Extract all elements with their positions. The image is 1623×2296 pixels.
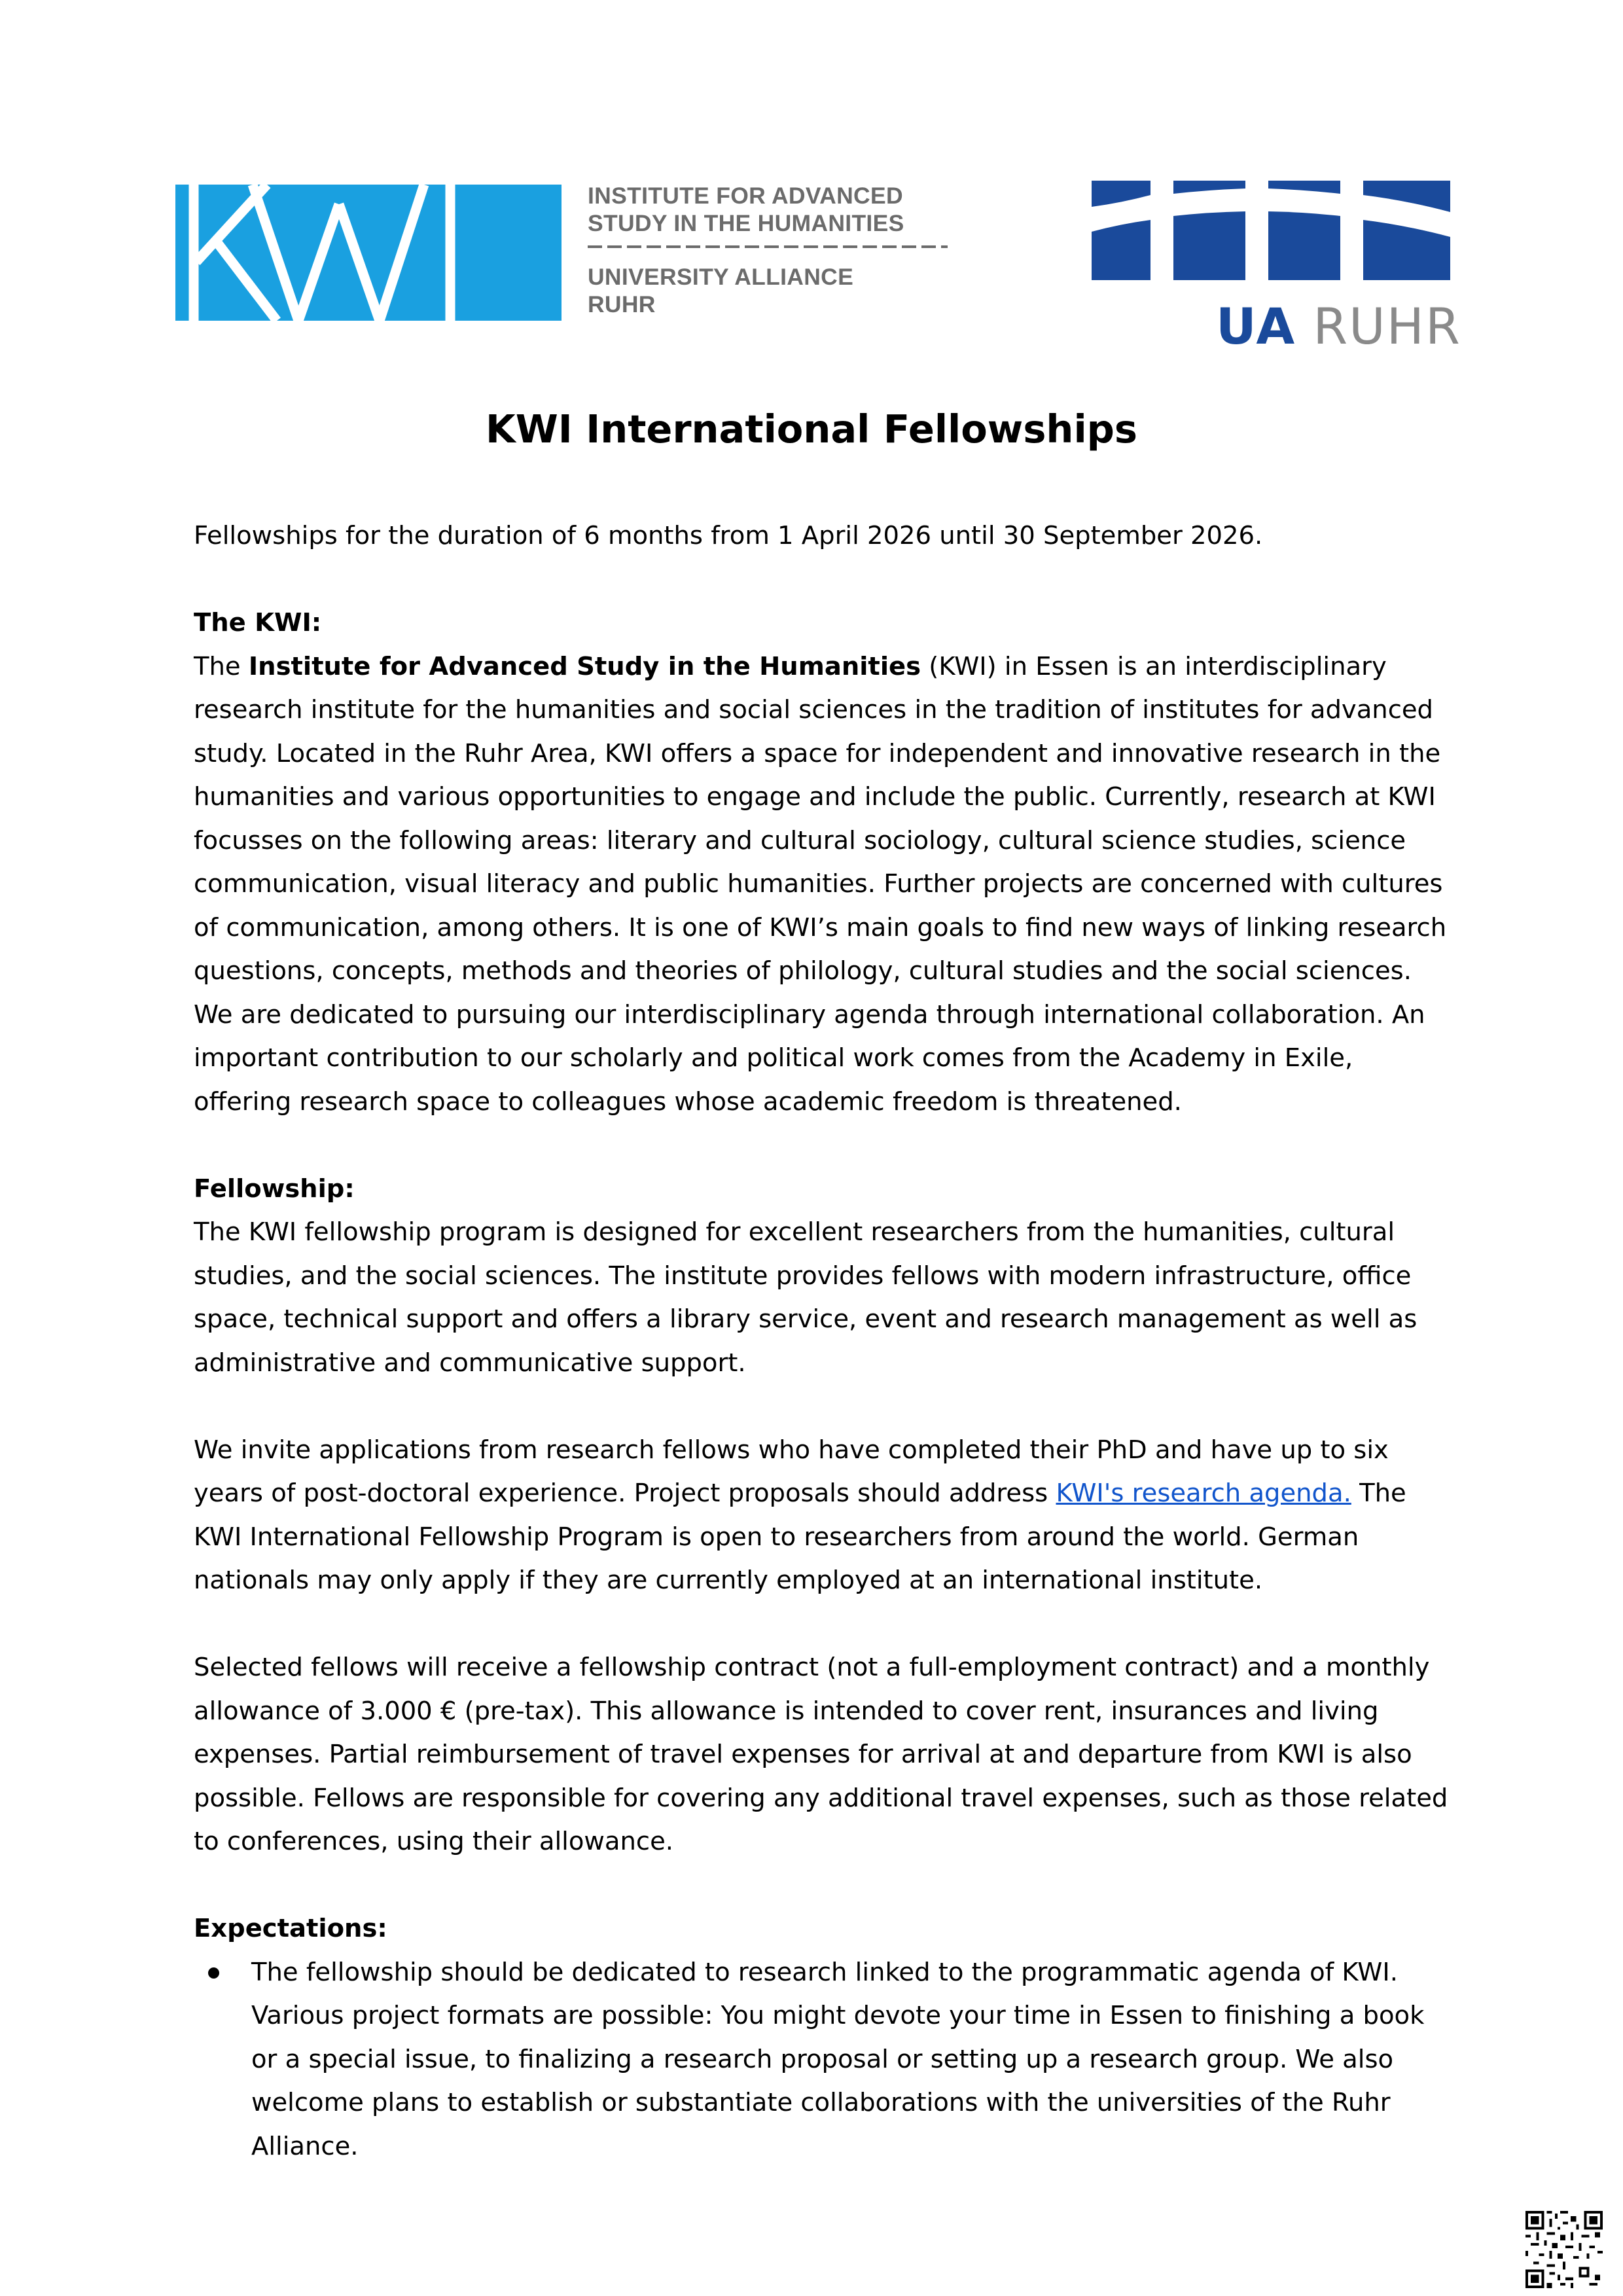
fellowship-heading: Fellowship:	[194, 1174, 355, 1204]
expectations-list	[194, 1951, 1450, 2169]
institute-name: Institute for Advanced Study in the Humanities	[248, 651, 921, 681]
expectations-heading: Expectations:	[194, 1914, 387, 1943]
document-body	[194, 514, 1450, 2168]
qr-code-icon	[1525, 2211, 1603, 2288]
kwi-heading: The KWI:	[194, 608, 322, 637]
intro-paragraph: Fellowships for the duration of 6 months from 1 April 2026 until 30 September 2026.	[194, 521, 1263, 550]
fellowship-p2-after: The KWI International Fellowship Program is open to researchers from around the world. German nationals may only apply if they are currently employed at an international institute.	[194, 1479, 1406, 1595]
ua-ruhr-logo	[1092, 181, 1461, 355]
ua-ruhr-emblem	[1092, 181, 1450, 298]
ua-wordmark: UA	[1216, 297, 1296, 355]
ua-ruhr-wordmark	[1216, 297, 1461, 355]
kwi-text: (KWI) in Essen is an interdisciplinary research institute for the humanities and social sciences in the tradition of institutes for advanced study. Located in the Ruhr Area, KWI offers a space for independent and innovative research in the humanities and various opportunities to engage and include the public. Currently, research at KWI focusses on the following areas: literary and cultural sociology, cultural science studies, science communication, visual literacy and public humanities. Further projects are concerned with cultures of communication, among others. It is one of KWI’s main goals to find new ways of linking research questions, concepts, methods and theories of philology, cultural studies and the social sciences. We are dedicated to pursuing our interdisciplinary agenda through international collaboration. An important contribution to our scholarly and political work comes from the Academy in Exile, offering research space to colleagues whose academic freedom is threatened.	[194, 651, 1447, 1117]
kwi-logo-text	[588, 185, 955, 321]
fellowship-paragraph-1: The KWI fellowship program is designed for excellent researchers from the humanities, cultural studies, and the social sciences. The institute provides fellows with modern infrastructure, office space, technical support and offers a library service, event and research management as well as administrative and communicative support.	[194, 1217, 1418, 1378]
kwi-logo	[175, 185, 955, 321]
list-item	[194, 1951, 1450, 2169]
kwi-lead: The	[194, 651, 249, 681]
kwi-logo-line-1: INSTITUTE FOR ADVANCED	[588, 183, 903, 209]
fellowship-paragraph-3: Selected fellows will receive a fellowship contract (not a full-employment contract) and a monthly allowance of 3.000 € (pre-tax). This allowance is intended to cover rent, insurances and living expenses. Partial reimbursement of travel expenses for arrival at and departure from KWI is also possible. Fellows are responsible for covering any additional travel expenses, such as those related to conferences, using their allowance.	[194, 1653, 1448, 1856]
page-title: KWI International Fellowships	[485, 406, 1138, 452]
kwi-logo-line-4: RUHR	[588, 291, 656, 317]
research-agenda-link[interactable]: KWI's research agenda.	[1056, 1479, 1351, 1508]
kwi-logo-divider	[588, 245, 948, 248]
ruhr-wordmark: RUHR	[1313, 297, 1461, 355]
kwi-logo-line-3: UNIVERSITY ALLIANCE	[588, 264, 854, 290]
kwi-logo-line-2: STUDY IN THE HUMANITIES	[588, 210, 904, 236]
kwi-paragraph	[194, 645, 1450, 1124]
fellowship-p2-before: We invite applications from research fellows who have completed their PhD and have up to six years of post-doctoral experience. Project proposals should address	[194, 1435, 1389, 1508]
bullet-icon	[208, 1967, 219, 1979]
kwi-logo-mark	[175, 185, 562, 321]
fellowship-paragraph-2	[194, 1429, 1450, 1603]
expectation-text: The fellowship should be dedicated to research linked to the programmatic agenda of KWI. Various project formats are possible: You might devote your time in Essen to finishing a book or a special issue, to finalizing a research proposal or setting up a research group. We also welcome plans to establish or substantiate collaborations with the universities of the Ruhr Alliance.	[251, 1957, 1425, 2161]
